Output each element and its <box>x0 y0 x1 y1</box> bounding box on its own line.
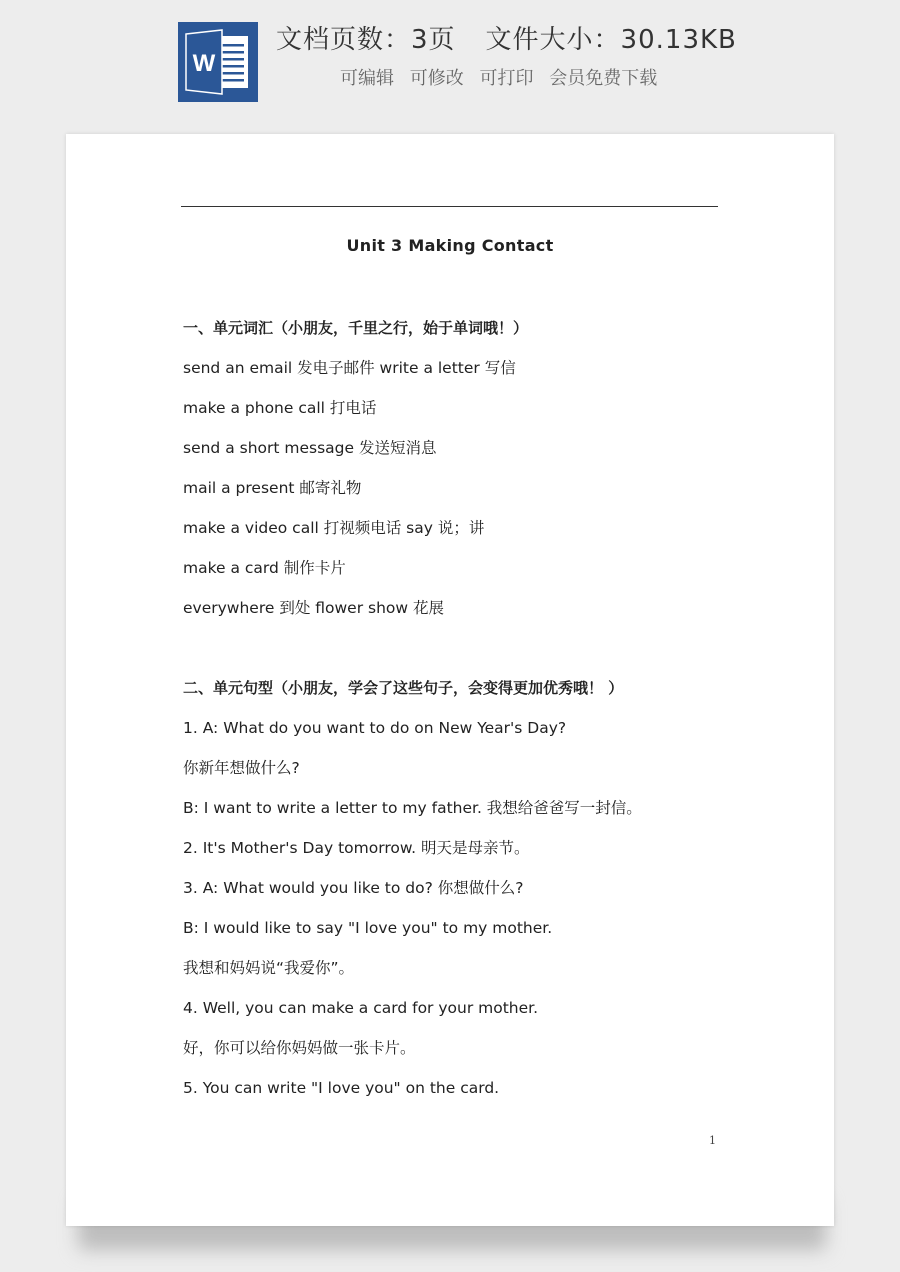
feature-editable: 可编辑 <box>340 68 394 89</box>
section-heading-vocabulary: 一、单元词汇（小朋友，千里之行，始于单词哦！） <box>183 319 529 337</box>
feature-list <box>340 66 667 92</box>
header-rule <box>181 206 718 207</box>
vocab-item: make a phone call 打电话 <box>183 399 377 417</box>
feature-member-free-download: 会员免费下载 <box>549 68 658 89</box>
sentence-line: 你新年想做什么? <box>183 759 300 777</box>
vocab-item: make a card 制作卡片 <box>183 559 346 577</box>
vocab-item: send an email 发电子邮件 write a letter 写信 <box>183 359 516 377</box>
word-logo-letter: W <box>192 50 216 77</box>
sentence-line: B: I want to write a letter to my father. 我想给爸爸写一封信。 <box>183 799 642 817</box>
document-title: Unit 3 Making Contact <box>346 236 554 255</box>
section-heading-sentences: 二、单元句型（小朋友，学会了这些句子，会变得更加优秀哦！ ） <box>183 679 624 697</box>
page-count-text: 文档页数：3页 <box>276 25 456 55</box>
sentence-line: 4. Well, you can make a card for your mother. <box>183 999 539 1017</box>
vocab-item: make a video call 打视频电话 say 说；讲 <box>183 519 485 537</box>
sentence-line: 好，你可以给你妈妈做一张卡片。 <box>183 1039 416 1057</box>
vocab-item: send a short message 发送短消息 <box>183 439 437 457</box>
sentence-line: 我想和妈妈说“我爱你”。 <box>183 959 355 977</box>
vocab-item: mail a present 邮寄礼物 <box>183 479 362 497</box>
document-page <box>66 134 834 1226</box>
file-size-text: 文件大小：30.13KB <box>485 25 737 55</box>
feature-printable: 可打印 <box>479 68 534 89</box>
sentence-line: 1. A: What do you want to do on New Year's Day? <box>183 719 567 737</box>
sentence-line: 5. You can write "I love you" on the card. <box>183 1079 500 1097</box>
sentence-line: 2. It's Mother's Day tomorrow. 明天是母亲节。 <box>183 839 530 857</box>
feature-modifiable: 可修改 <box>409 68 464 89</box>
page-number: 1 <box>709 1134 716 1147</box>
download-banner <box>0 0 900 120</box>
sentence-line: 3. A: What would you like to do? 你想做什么? <box>183 879 524 897</box>
vocab-item: everywhere 到处 flower show 花展 <box>183 599 444 617</box>
word-document-icon <box>178 22 258 102</box>
sentence-line: B: I would like to say "I love you" to my mother. <box>183 919 553 937</box>
file-info-title <box>276 22 737 58</box>
